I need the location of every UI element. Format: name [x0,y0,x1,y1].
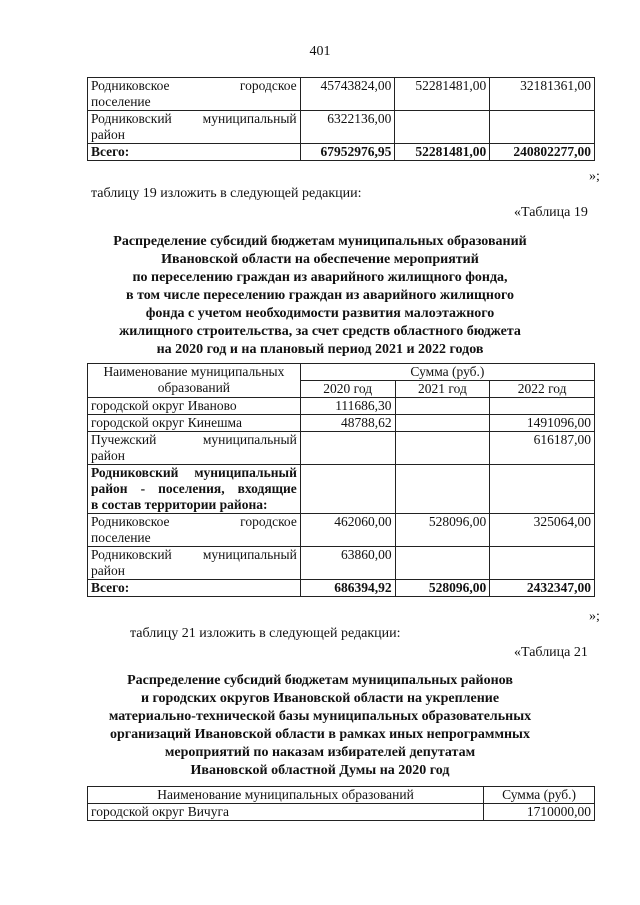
table-row [88,398,595,415]
table-row [88,415,595,432]
column-header-sum: Сумма (руб.) [300,364,594,381]
total-label: Всего: [88,580,301,597]
table-label: «Таблица 21 [514,645,588,660]
table-18-tail [87,77,595,161]
column-header-year: 2022 год [490,381,595,398]
table-19 [87,363,595,597]
table-row [88,78,595,111]
municipality-name: городской округ Иваново [88,398,301,415]
value-cell: 462060,00 [300,514,395,547]
instruction-text: таблицу 19 изложить в следующей редакции: [91,186,362,201]
close-quote: »; [589,169,600,184]
header-row [88,364,595,381]
value-cell [490,547,595,580]
value-cell [395,398,490,415]
value-cell [490,398,595,415]
column-header-year: 2021 год [395,381,490,398]
column-header-year: 2020 год [300,381,395,398]
header-row [88,787,595,804]
value-cell [395,415,490,432]
value-cell: 6322136,00 [300,111,395,144]
column-header-name: Наименование муниципальных образований [88,364,301,398]
value-cell [490,111,595,144]
group-row [88,465,595,514]
table-row [88,547,595,580]
value-cell: 528096,00 [395,514,490,547]
municipality-name: Родниковский муниципальный район [88,547,301,580]
total-value: 686394,92 [300,580,395,597]
municipality-name: Родниковское городское поселение [88,78,301,111]
municipality-name: Родниковское городское поселение [88,514,301,547]
value-cell [395,547,490,580]
value-cell [300,465,395,514]
value-cell [490,465,595,514]
value-cell: 32181361,00 [490,78,595,111]
value-cell: 45743824,00 [300,78,395,111]
municipality-name: Пучежский муниципальный район [88,432,301,465]
table-row [88,432,595,465]
value-cell: 1491096,00 [490,415,595,432]
value-cell: 111686,30 [300,398,395,415]
value-cell: 52281481,00 [395,78,490,111]
total-value: 52281481,00 [395,144,490,161]
instruction-text: таблицу 21 изложить в следующей редакции: [130,626,401,641]
group-name: Родниковский муниципальный район - поселения, входящие в состав территории района: [88,465,301,514]
total-row [88,580,595,597]
close-quote: »; [589,609,600,624]
value-cell: 1710000,00 [484,804,595,821]
municipality-name: городской округ Вичуга [88,804,484,821]
municipality-name: городской округ Кинешма [88,415,301,432]
page-number: 401 [309,44,331,59]
total-value: 67952976,95 [300,144,395,161]
table-row [88,111,595,144]
total-value: 240802277,00 [490,144,595,161]
table-row [88,514,595,547]
value-cell: 616187,00 [490,432,595,465]
column-header-name: Наименование муниципальных образований [88,787,484,804]
total-row [88,144,595,161]
total-value: 2432347,00 [490,580,595,597]
table-19-title: Распределение субсидий бюджетам муниципальных образований Ивановской области на обеспечение мероприятий по переселению граждан из аварийного жилищного фонда, в том числе переселению граждан из аварийного жилищного фонда с учетом необходимости развития малоэтажного жилищного строительства, за счет средств областного бюджета на 2020 год и на плановый период 2021 и 2022 годов [113,234,527,357]
value-cell [395,465,490,514]
table-21 [87,786,595,821]
table-row [88,804,595,821]
column-header-sum: Сумма (руб.) [484,787,595,804]
value-cell [300,432,395,465]
value-cell [395,111,490,144]
municipality-name: Родниковский муниципальный район [88,111,301,144]
value-cell: 63860,00 [300,547,395,580]
table-21-title: Распределение субсидий бюджетам муниципальных районов и городских округов Ивановской области на укрепление материально-технической базы муниципальных образовательных организаций Ивановской области в рамках иных непрограммных мероприятий по наказам избирателей депутатам Ивановской областной Думы на 2020 год [108,673,532,778]
table-label: «Таблица 19 [514,205,588,220]
total-value: 528096,00 [395,580,490,597]
value-cell [395,432,490,465]
value-cell: 325064,00 [490,514,595,547]
value-cell: 48788,62 [300,415,395,432]
total-label: Всего: [88,144,301,161]
